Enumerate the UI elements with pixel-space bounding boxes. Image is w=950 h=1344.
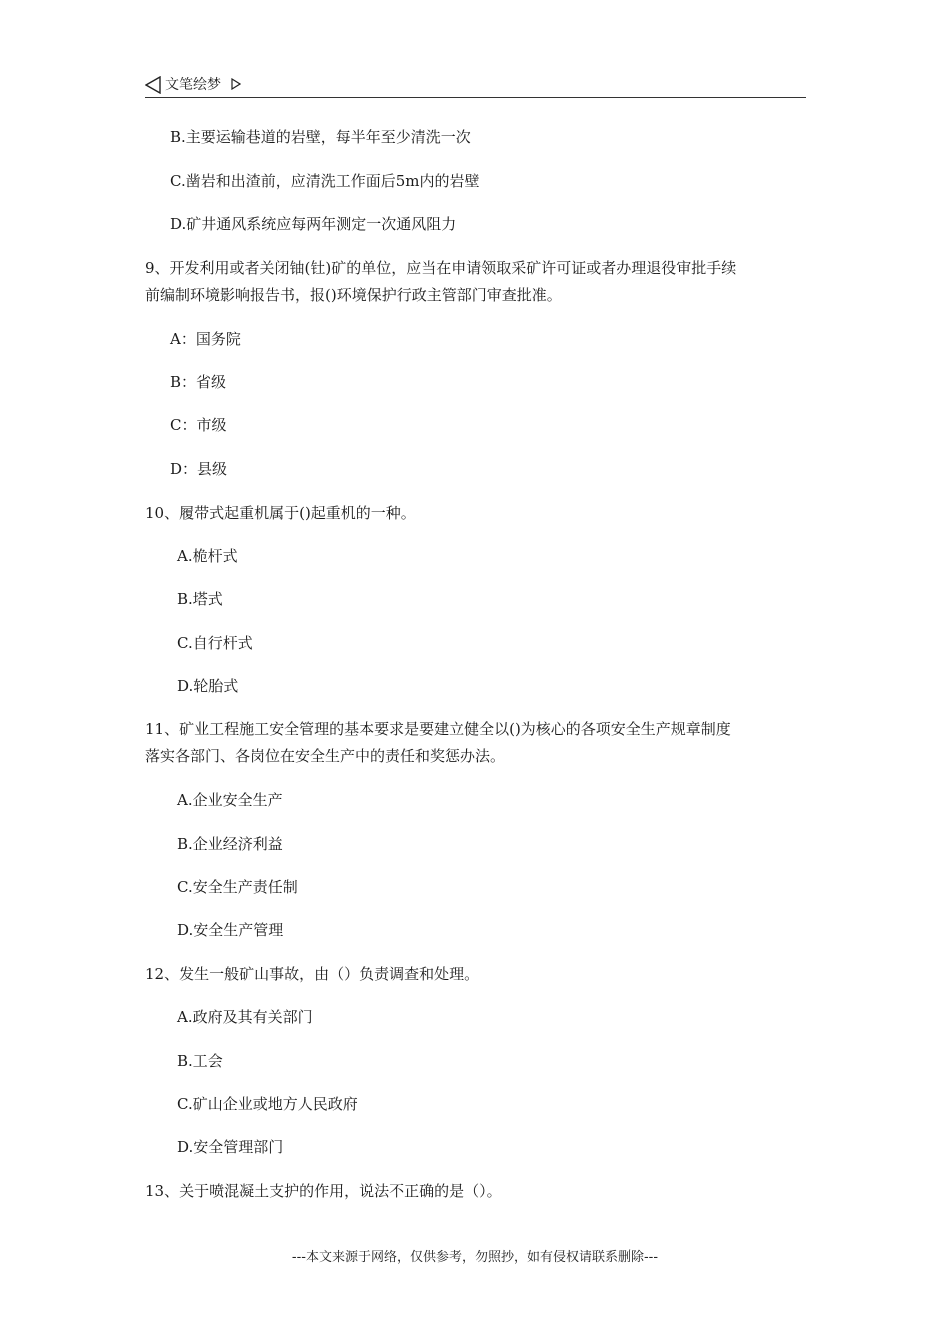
q9-option-a: A：国务院 bbox=[170, 330, 241, 348]
footer-disclaimer: ---本文来源于网络，仅供参考，勿照抄，如有侵权请联系删除--- bbox=[291, 1250, 659, 1265]
q9-option-b: B：省级 bbox=[170, 373, 227, 391]
q11-option-b: B.企业经济利益 bbox=[177, 835, 283, 853]
header-title: 文笔绘梦 bbox=[165, 77, 221, 93]
q12-option-b: B.工会 bbox=[177, 1052, 223, 1070]
q11-option-c: C.安全生产责任制 bbox=[177, 878, 298, 896]
q12-option-c: C.矿山企业或地方人民政府 bbox=[177, 1095, 358, 1113]
q13-text: 13、关于喷混凝土支护的作用，说法不正确的是（）。 bbox=[145, 1182, 502, 1200]
q10-option-b: B.塔式 bbox=[177, 590, 223, 608]
q10-option-c: C.自行杆式 bbox=[177, 634, 253, 652]
q12-option-d: D.安全管理部门 bbox=[177, 1138, 284, 1156]
q8-option-b: B.主要运输巷道的岩壁，每半年至少清洗一次 bbox=[170, 128, 471, 146]
right-triangle-icon bbox=[231, 78, 241, 90]
q11-text-line1: 11、矿业工程施工安全管理的基本要求是要建立健全以()为核心的各项安全生产规章制度 bbox=[145, 720, 731, 738]
q10-text: 10、履带式起重机属于()起重机的一种。 bbox=[145, 504, 416, 522]
q12-option-a: A.政府及其有关部门 bbox=[177, 1008, 313, 1026]
page-header bbox=[145, 74, 806, 98]
q9-text-line2: 前编制环境影响报告书，报()环境保护行政主管部门审查批准。 bbox=[145, 286, 562, 304]
q11-option-d: D.安全生产管理 bbox=[177, 921, 284, 939]
q10-option-d: D.轮胎式 bbox=[177, 677, 239, 695]
q10-option-a: A.桅杆式 bbox=[177, 547, 238, 565]
q9-option-c: C：市级 bbox=[170, 416, 227, 434]
q9-text-line1: 9、开发利用或者关闭铀(钍)矿的单位，应当在申请领取采矿许可证或者办理退役审批手续 bbox=[145, 259, 737, 277]
left-triangle-icon bbox=[145, 76, 161, 94]
header-divider bbox=[145, 97, 806, 98]
q11-text-line2: 落实各部门、各岗位在安全生产中的责任和奖惩办法。 bbox=[145, 747, 506, 765]
q8-option-d: D.矿井通风系统应每两年测定一次通风阻力 bbox=[170, 215, 457, 233]
q11-option-a: A.企业安全生产 bbox=[177, 791, 283, 809]
q12-text: 12、发生一般矿山事故，由（）负责调查和处理。 bbox=[145, 965, 480, 983]
q8-option-c: C.凿岩和出渣前，应清洗工作面后5m内的岩壁 bbox=[170, 172, 480, 190]
q9-option-d: D：县级 bbox=[170, 460, 228, 478]
